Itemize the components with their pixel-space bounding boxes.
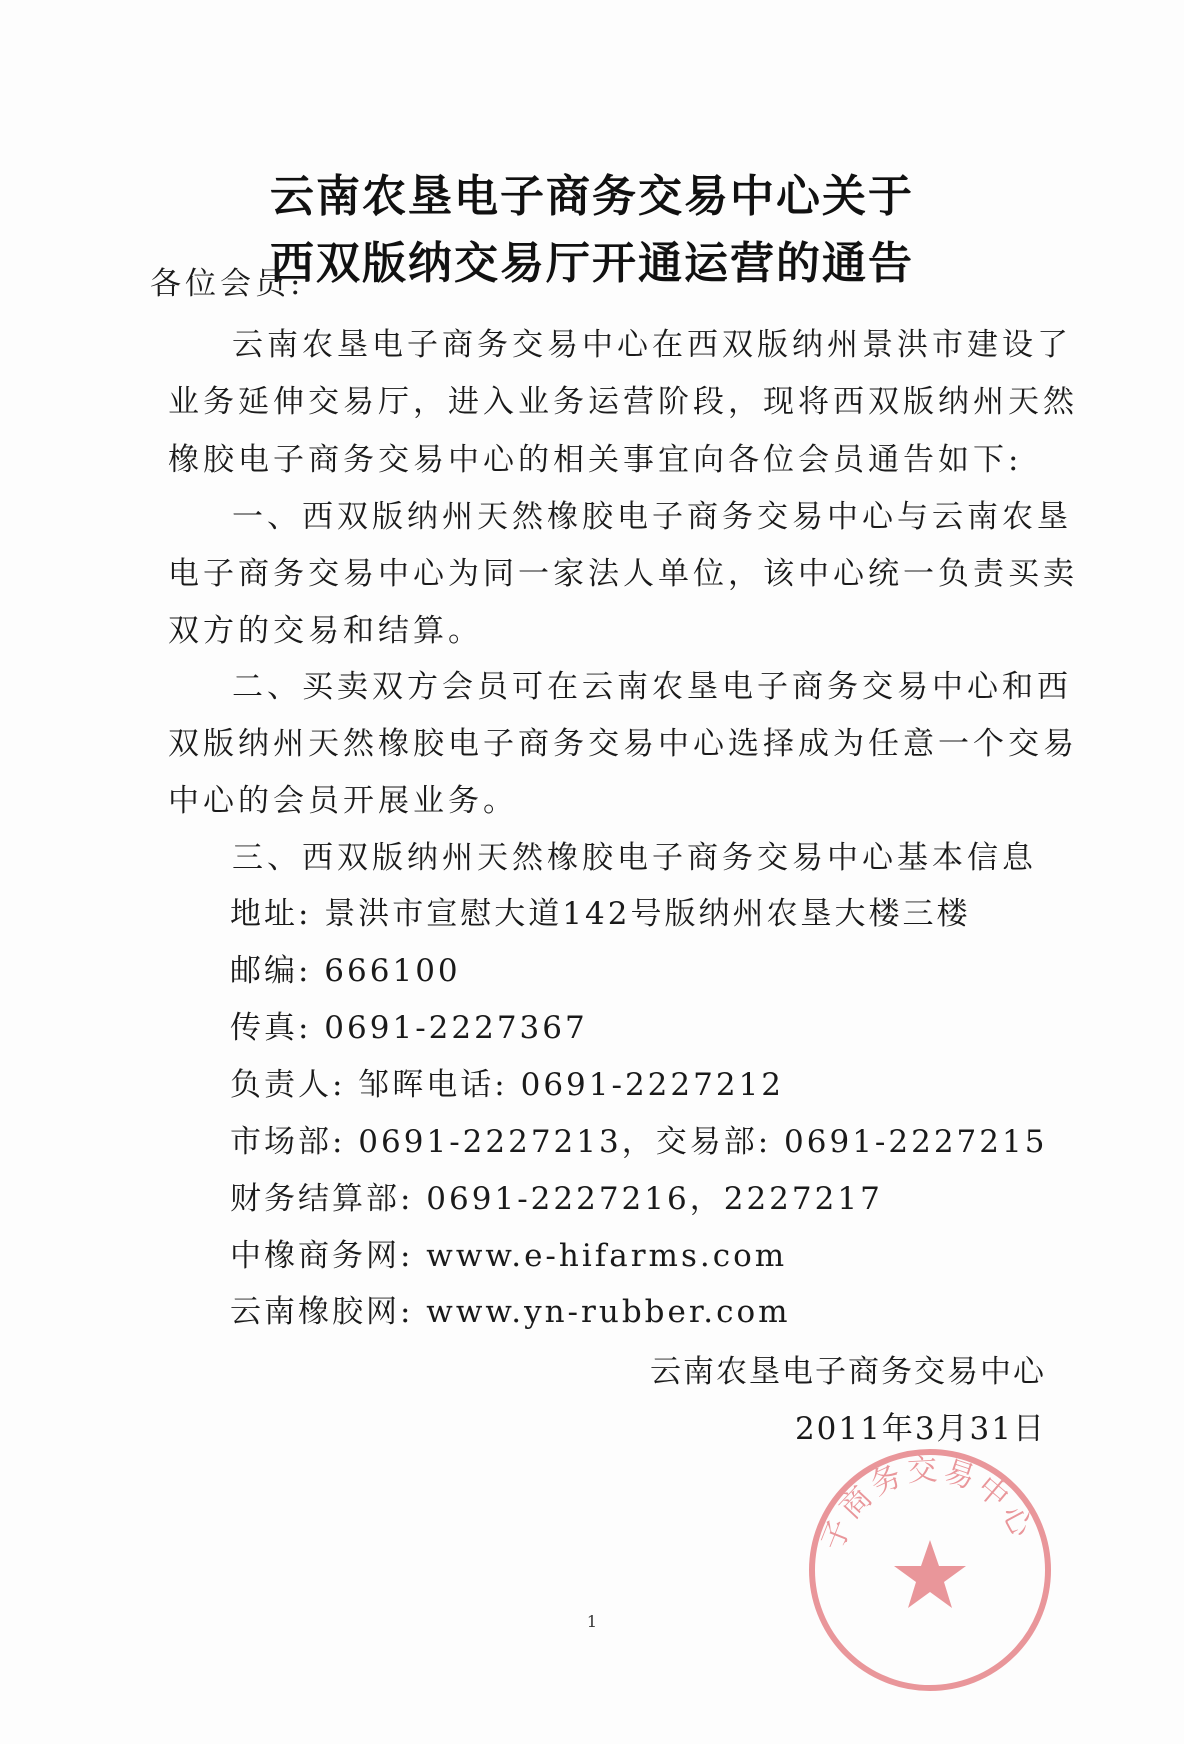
title-line-1: 云南农垦电子商务交易中心关于 (270, 171, 914, 222)
paragraph-line: 二、买卖双方会员可在云南农垦电子商务交易中心和西 (232, 669, 1072, 705)
paragraph-line: 业务延伸交易厅，进入业务运营阶段，现将西双版纳州天然 (168, 384, 1078, 420)
paragraph-line: 三、西双版纳州天然橡胶电子商务交易中心基本信息 (232, 840, 1037, 876)
title-line-2: 西双版纳交易厅开通运营的通告 (270, 238, 914, 289)
paragraph-line: 电子商务交易中心为同一家法人单位，该中心统一负责买卖 (168, 556, 1078, 592)
paragraph-line: 双方的交易和结算。 (168, 613, 483, 649)
signature-organization: 云南农垦电子商务交易中心 (650, 1354, 1046, 1390)
salutation: 各位会员: (150, 266, 305, 302)
info-postcode: 邮编: 666100 (230, 953, 461, 989)
info-website-e-hifarms: 中橡商务网: www.e-hifarms.com (230, 1238, 788, 1274)
info-fax: 传真: 0691-2227367 (230, 1010, 588, 1046)
svg-text:子商务交易中心: 子商务交易中心 (814, 1452, 1042, 1556)
info-website-yn-rubber: 云南橡胶网: www.yn-rubber.com (230, 1294, 791, 1330)
paragraph-line: 双版纳州天然橡胶电子商务交易中心选择成为任意一个交易 (168, 726, 1078, 762)
paragraph-line: 橡胶电子商务交易中心的相关事宜向各位会员通告如下: (168, 442, 1023, 478)
official-seal-stamp (800, 1440, 1060, 1700)
paragraph-line: 云南农垦电子商务交易中心在西双版纳州景洪市建设了 (232, 327, 1072, 363)
paragraph-line: 一、西双版纳州天然橡胶电子商务交易中心与云南农垦 (232, 499, 1072, 535)
info-market-trading-dept: 市场部: 0691-2227213，交易部: 0691-2227215 (230, 1124, 1048, 1160)
page-number: 1 (586, 1612, 598, 1631)
paragraph-line: 中心的会员开展业务。 (168, 783, 518, 819)
info-finance-dept: 财务结算部: 0691-2227216，2227217 (230, 1181, 883, 1217)
info-contact-person: 负责人: 邹晖电话: 0691-2227212 (230, 1067, 785, 1103)
signature-date: 2011年3月31日 (794, 1411, 1046, 1447)
info-address: 地址: 景洪市宣慰大道142号版纳州农垦大楼三楼 (230, 896, 971, 932)
